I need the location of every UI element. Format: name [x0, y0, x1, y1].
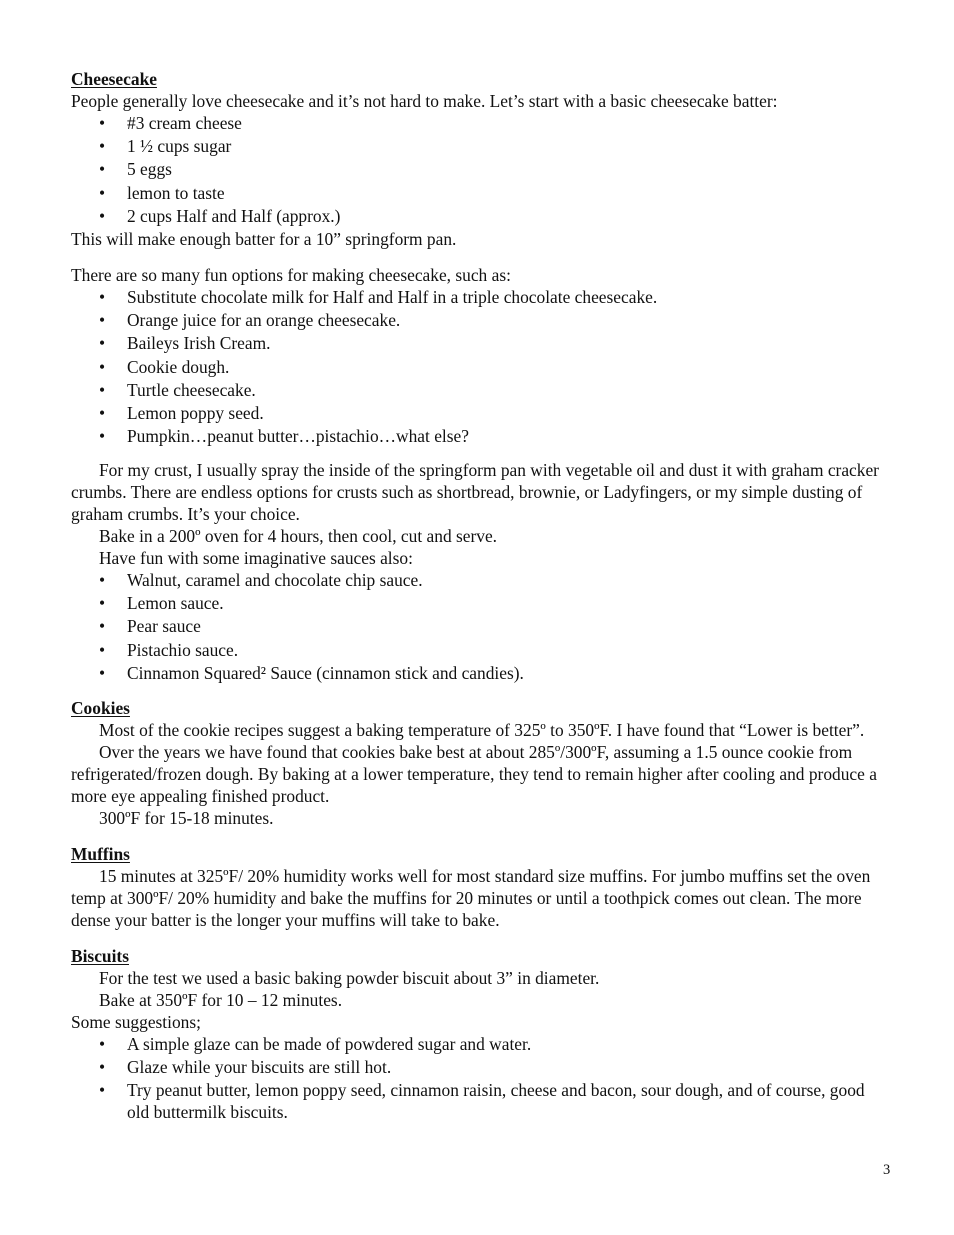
option-item: • Baileys Irish Cream. [71, 332, 891, 354]
batter-item: • 5 eggs [71, 158, 891, 180]
document-page [71, 68, 891, 1124]
sauces-list [71, 569, 891, 684]
batter-item: • 2 cups Half and Half (approx.) [71, 205, 891, 227]
option-item: • Cookie dough. [71, 356, 891, 378]
option-item: • Turtle cheesecake. [71, 379, 891, 401]
bake-instructions: Bake in a 200º oven for 4 hours, then cool, cut and serve. [99, 526, 498, 547]
cookies-section [71, 697, 891, 829]
cheesecake-intro: People generally love cheesecake and it’s not hard to make. Let’s start with a basic cheesecake batter: [71, 91, 778, 111]
biscuits-section [71, 945, 891, 1123]
page-number: 3 [883, 1162, 891, 1178]
batter-item: • lemon to taste [71, 182, 891, 204]
muffins-heading: Muffins [71, 843, 130, 864]
suggestions-intro: Some suggestions; [71, 1011, 201, 1032]
cheesecake-yield: This will make enough batter for a 10” springform pan. [71, 228, 457, 249]
biscuits-heading: Biscuits [71, 945, 129, 966]
cookies-paragraph: Over the years we have found that cookies bake best at about 285º/300ºF, assuming a 1.5 ounce cookie from refrigerated/frozen dough. By baking at a lower temperature, they tend to remain higher after cooling and produce a more eye appealing finished product. [71, 741, 877, 806]
crust-paragraph: For my crust, I usually spray the inside of the springform pan with vegetable oil and dust it with graham cracker crumbs. There are endless options for crusts such as shortbread, brownie, or Ladyfingers, or my simple dusting of graham crumbs. It’s your choice. [71, 460, 879, 525]
suggestion-item: • A simple glaze can be made of powdered sugar and water. [71, 1033, 891, 1055]
batter-item: • #3 cream cheese [71, 112, 891, 134]
sauce-item: • Walnut, caramel and chocolate chip sauce. [71, 569, 891, 591]
biscuits-bake-time: Bake at 350ºF for 10 – 12 minutes. [99, 989, 343, 1010]
suggestion-item: • Glaze while your biscuits are still hot. [71, 1056, 891, 1078]
suggestions-list [71, 1033, 891, 1123]
option-item: • Substitute chocolate milk for Half and Half in a triple chocolate cheesecake. [71, 286, 891, 308]
sauce-item: • Lemon sauce. [71, 592, 891, 614]
sauce-item: • Pistachio sauce. [71, 639, 891, 661]
cheesecake-heading: Cheesecake [71, 69, 157, 89]
option-item: • Lemon poppy seed. [71, 402, 891, 424]
sauce-item: • Pear sauce [71, 615, 891, 637]
batter-list [71, 112, 891, 227]
option-item: • Orange juice for an orange cheesecake. [71, 309, 891, 331]
biscuits-paragraph: For the test we used a basic baking powder biscuit about 3” in diameter. [99, 967, 600, 988]
batter-item: • 1 ½ cups sugar [71, 135, 891, 157]
options-intro: There are so many fun options for making cheesecake, such as: [71, 264, 511, 285]
suggestion-item: • Try peanut butter, lemon poppy seed, cinnamon raisin, cheese and bacon, sour dough, and of course, good old buttermilk biscuits. [71, 1079, 891, 1123]
cheesecake-section [71, 68, 891, 684]
sauce-item: • Cinnamon Squared² Sauce (cinnamon stick and candies). [71, 662, 891, 684]
muffins-paragraph: 15 minutes at 325ºF/ 20% humidity works well for most standard size muffins. For jumbo muffins set the oven temp at 300ºF/ 20% humidity and bake the muffins for 20 minutes or until a toothpick comes out clean. The more dense your batter is the longer your muffins will take to bake. [71, 865, 871, 930]
option-item: • Pumpkin…peanut butter…pistachio…what else? [71, 425, 891, 447]
cookies-heading: Cookies [71, 697, 130, 718]
muffins-section [71, 843, 891, 931]
sauces-intro: Have fun with some imaginative sauces also: [99, 548, 413, 569]
cookies-paragraph: Most of the cookie recipes suggest a baking temperature of 325º to 350ºF. I have found that “Lower is better”. [99, 719, 865, 740]
cookies-bake-time: 300ºF for 15-18 minutes. [99, 807, 274, 828]
options-list [71, 286, 891, 447]
